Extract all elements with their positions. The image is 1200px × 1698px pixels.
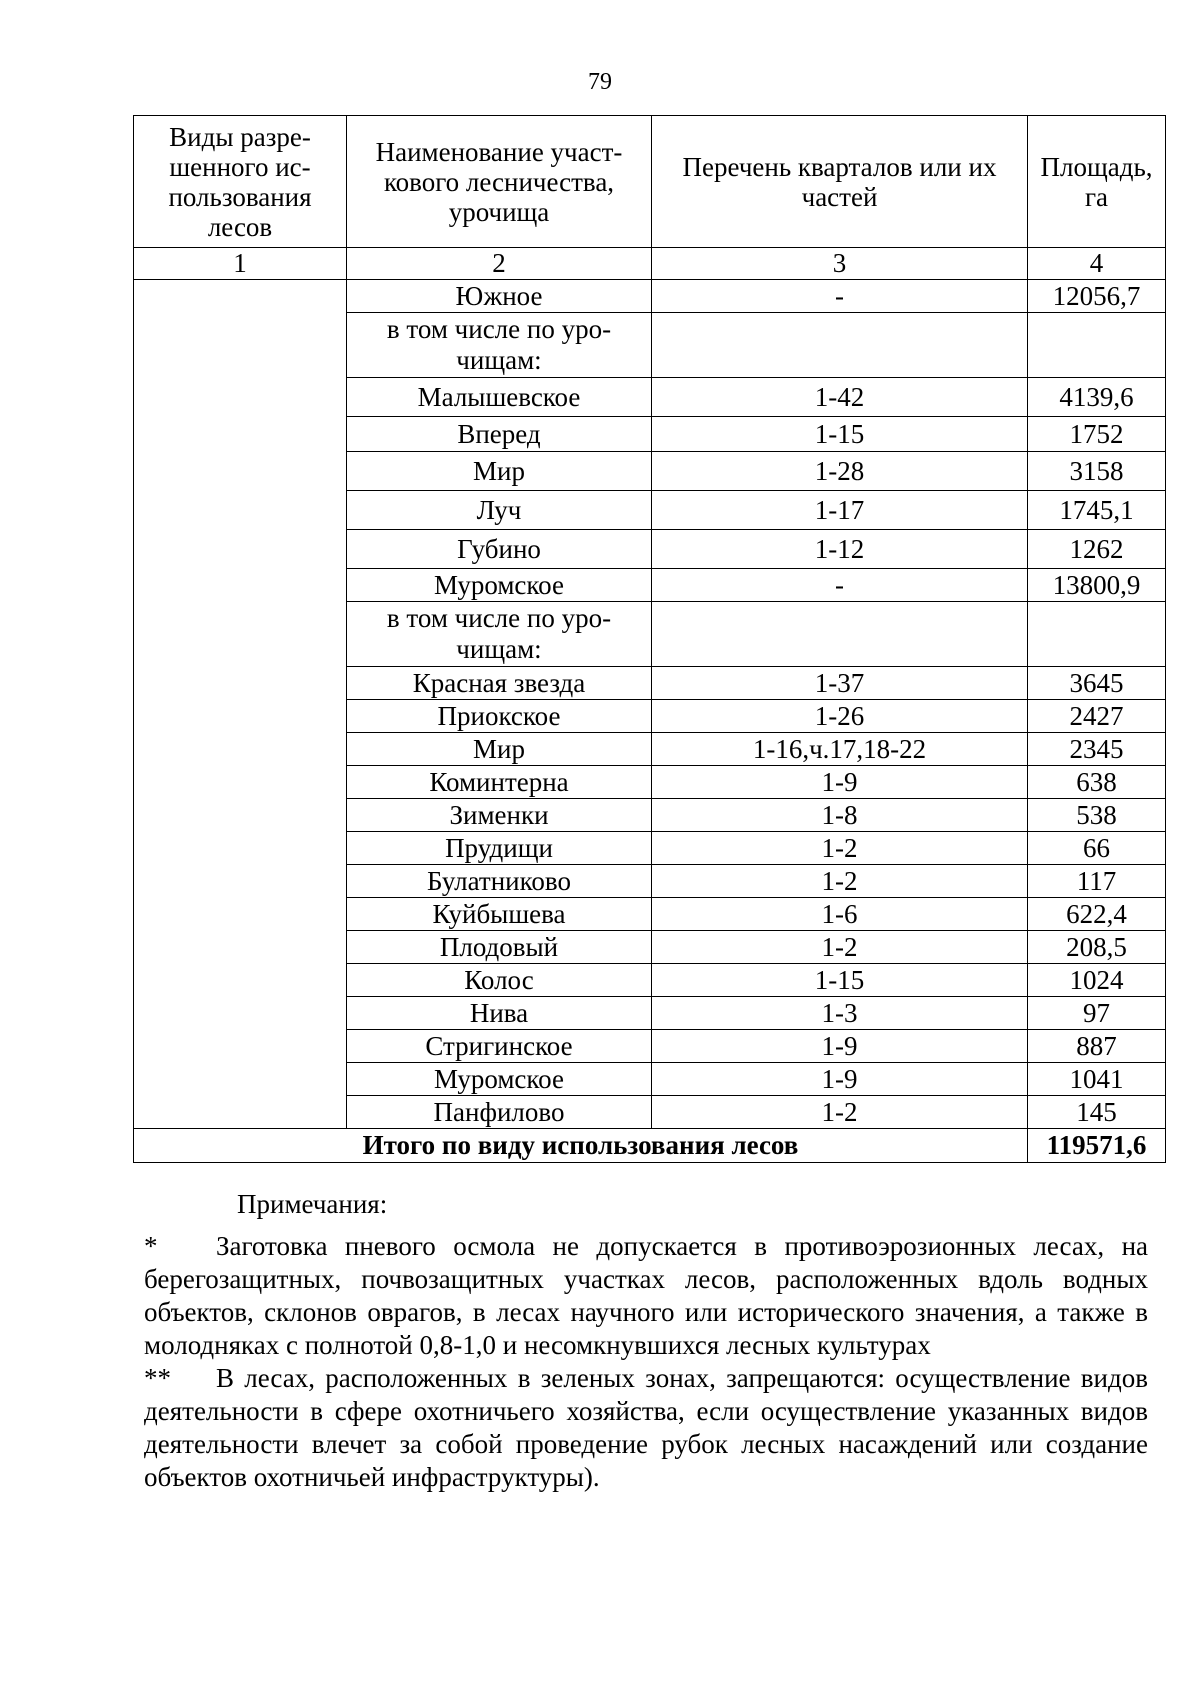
note-text: Заготовка пневого осмола не допускается в противоэрозионных лесах, на берегозащитных, почвозащитных участках лесов, расположенных вдоль водных объектов, склонов оврагов, в лесах научного или исторического значения, а также в молодняках с полнотой 0,8-1,0 и несомкнувшихся лесных культурах xyxy=(144,1231,1148,1360)
cell-area xyxy=(1028,602,1166,667)
cell-quarters: 1-2 xyxy=(652,1096,1028,1129)
cell-quarters: - xyxy=(652,569,1028,602)
total-value: 119571,6 xyxy=(1028,1129,1166,1163)
cell-area: 638 xyxy=(1028,766,1166,799)
note-text: В лесах, расположенных в зеленых зонах, запрещаются: осуществление видов деятельности в сфере охотничьего хозяйства, если осуществление указанных видов деятельности влечет за собой проведение рубок лесных насаждений или создание объектов охотничьей инфраструктуры). xyxy=(144,1363,1148,1492)
header-cell: Перечень кварталов или их частей xyxy=(652,116,1028,248)
cell-name: в том числе по уро-чищам: xyxy=(347,313,652,378)
cell-quarters: 1-26 xyxy=(652,700,1028,733)
cell-area: 1262 xyxy=(1028,530,1166,569)
cell-name: Панфилово xyxy=(347,1096,652,1129)
header-cell: Площадь, га xyxy=(1028,116,1166,248)
cell-name: Булатниково xyxy=(347,865,652,898)
cell-quarters: 1-2 xyxy=(652,832,1028,865)
page-number: 79 xyxy=(588,69,612,95)
cell-quarters: 1-8 xyxy=(652,799,1028,832)
cell-area: 12056,7 xyxy=(1028,280,1166,313)
cell-name: Мир xyxy=(347,733,652,766)
cell-name: в том числе по уро-чищам: xyxy=(347,602,652,667)
total-label: Итого по виду использования лесов xyxy=(134,1129,1028,1163)
cell-quarters: 1-9 xyxy=(652,1030,1028,1063)
header-cell: Наименование участ-кового лесничества, урочища xyxy=(347,116,652,248)
cell-quarters xyxy=(652,602,1028,667)
cell-name: Куйбышева xyxy=(347,898,652,931)
cell-name: Приокское xyxy=(347,700,652,733)
cell-quarters: - xyxy=(652,280,1028,313)
cell-area: 1745,1 xyxy=(1028,491,1166,530)
table-row xyxy=(134,280,1166,313)
column-number-row xyxy=(134,248,1166,280)
cell-quarters: 1-28 xyxy=(652,452,1028,491)
cell-quarters: 1-9 xyxy=(652,766,1028,799)
note-item xyxy=(144,1230,1148,1362)
cell-name: Красная звезда xyxy=(347,667,652,700)
notes-title: Примечания: xyxy=(237,1189,388,1219)
cell-name: Малышевское xyxy=(347,378,652,417)
notes-block xyxy=(144,1230,1148,1494)
cell-quarters: 1-16,ч.17,18-22 xyxy=(652,733,1028,766)
cell-area: 622,4 xyxy=(1028,898,1166,931)
cell-name: Коминтерна xyxy=(347,766,652,799)
cell-quarters: 1-3 xyxy=(652,997,1028,1030)
cell-area: 13800,9 xyxy=(1028,569,1166,602)
cell-name: Прудищи xyxy=(347,832,652,865)
column-number: 4 xyxy=(1028,248,1166,280)
cell-name: Плодовый xyxy=(347,931,652,964)
cell-quarters: 1-12 xyxy=(652,530,1028,569)
cell-name: Колос xyxy=(347,964,652,997)
cell-name: Южное xyxy=(347,280,652,313)
note-mark: ** xyxy=(144,1363,171,1393)
cell-name: Муромское xyxy=(347,1063,652,1096)
cell-area: 887 xyxy=(1028,1030,1166,1063)
cell-quarters: 1-37 xyxy=(652,667,1028,700)
cell-area: 2427 xyxy=(1028,700,1166,733)
cell-name: Губино xyxy=(347,530,652,569)
cell-area: 2345 xyxy=(1028,733,1166,766)
cell-quarters: 1-42 xyxy=(652,378,1028,417)
cell-quarters: 1-15 xyxy=(652,417,1028,452)
column-number: 2 xyxy=(347,248,652,280)
cell-name: Вперед xyxy=(347,417,652,452)
cell-area: 1024 xyxy=(1028,964,1166,997)
header-cell: Виды разре-шенного ис-пользования лесов xyxy=(134,116,347,248)
cell-quarters: 1-17 xyxy=(652,491,1028,530)
cell-name: Стригинское xyxy=(347,1030,652,1063)
cell-quarters: 1-2 xyxy=(652,931,1028,964)
cell-name: Луч xyxy=(347,491,652,530)
cell-quarters xyxy=(652,313,1028,378)
forest-use-table xyxy=(133,115,1166,1163)
cell-area: 145 xyxy=(1028,1096,1166,1129)
cell-area: 66 xyxy=(1028,832,1166,865)
cell-quarters: 1-2 xyxy=(652,865,1028,898)
cell-area xyxy=(1028,313,1166,378)
note-item xyxy=(144,1362,1148,1494)
cell-area: 4139,6 xyxy=(1028,378,1166,417)
column-number: 1 xyxy=(134,248,347,280)
cell-area: 117 xyxy=(1028,865,1166,898)
column-number: 3 xyxy=(652,248,1028,280)
cell-quarters: 1-15 xyxy=(652,964,1028,997)
cell-name: Мир xyxy=(347,452,652,491)
cell-area: 1041 xyxy=(1028,1063,1166,1096)
total-row xyxy=(134,1129,1166,1163)
cell-area: 538 xyxy=(1028,799,1166,832)
cell-quarters: 1-9 xyxy=(652,1063,1028,1096)
cell-name: Муромское xyxy=(347,569,652,602)
cell-quarters: 1-6 xyxy=(652,898,1028,931)
cell-area: 3158 xyxy=(1028,452,1166,491)
note-mark: * xyxy=(144,1231,158,1261)
cell-name: Нива xyxy=(347,997,652,1030)
cell-area: 1752 xyxy=(1028,417,1166,452)
table-header-row xyxy=(134,116,1166,248)
cell-name: Зименки xyxy=(347,799,652,832)
cell-area: 208,5 xyxy=(1028,931,1166,964)
use-type-cell xyxy=(134,280,347,1129)
cell-area: 3645 xyxy=(1028,667,1166,700)
cell-area: 97 xyxy=(1028,997,1166,1030)
